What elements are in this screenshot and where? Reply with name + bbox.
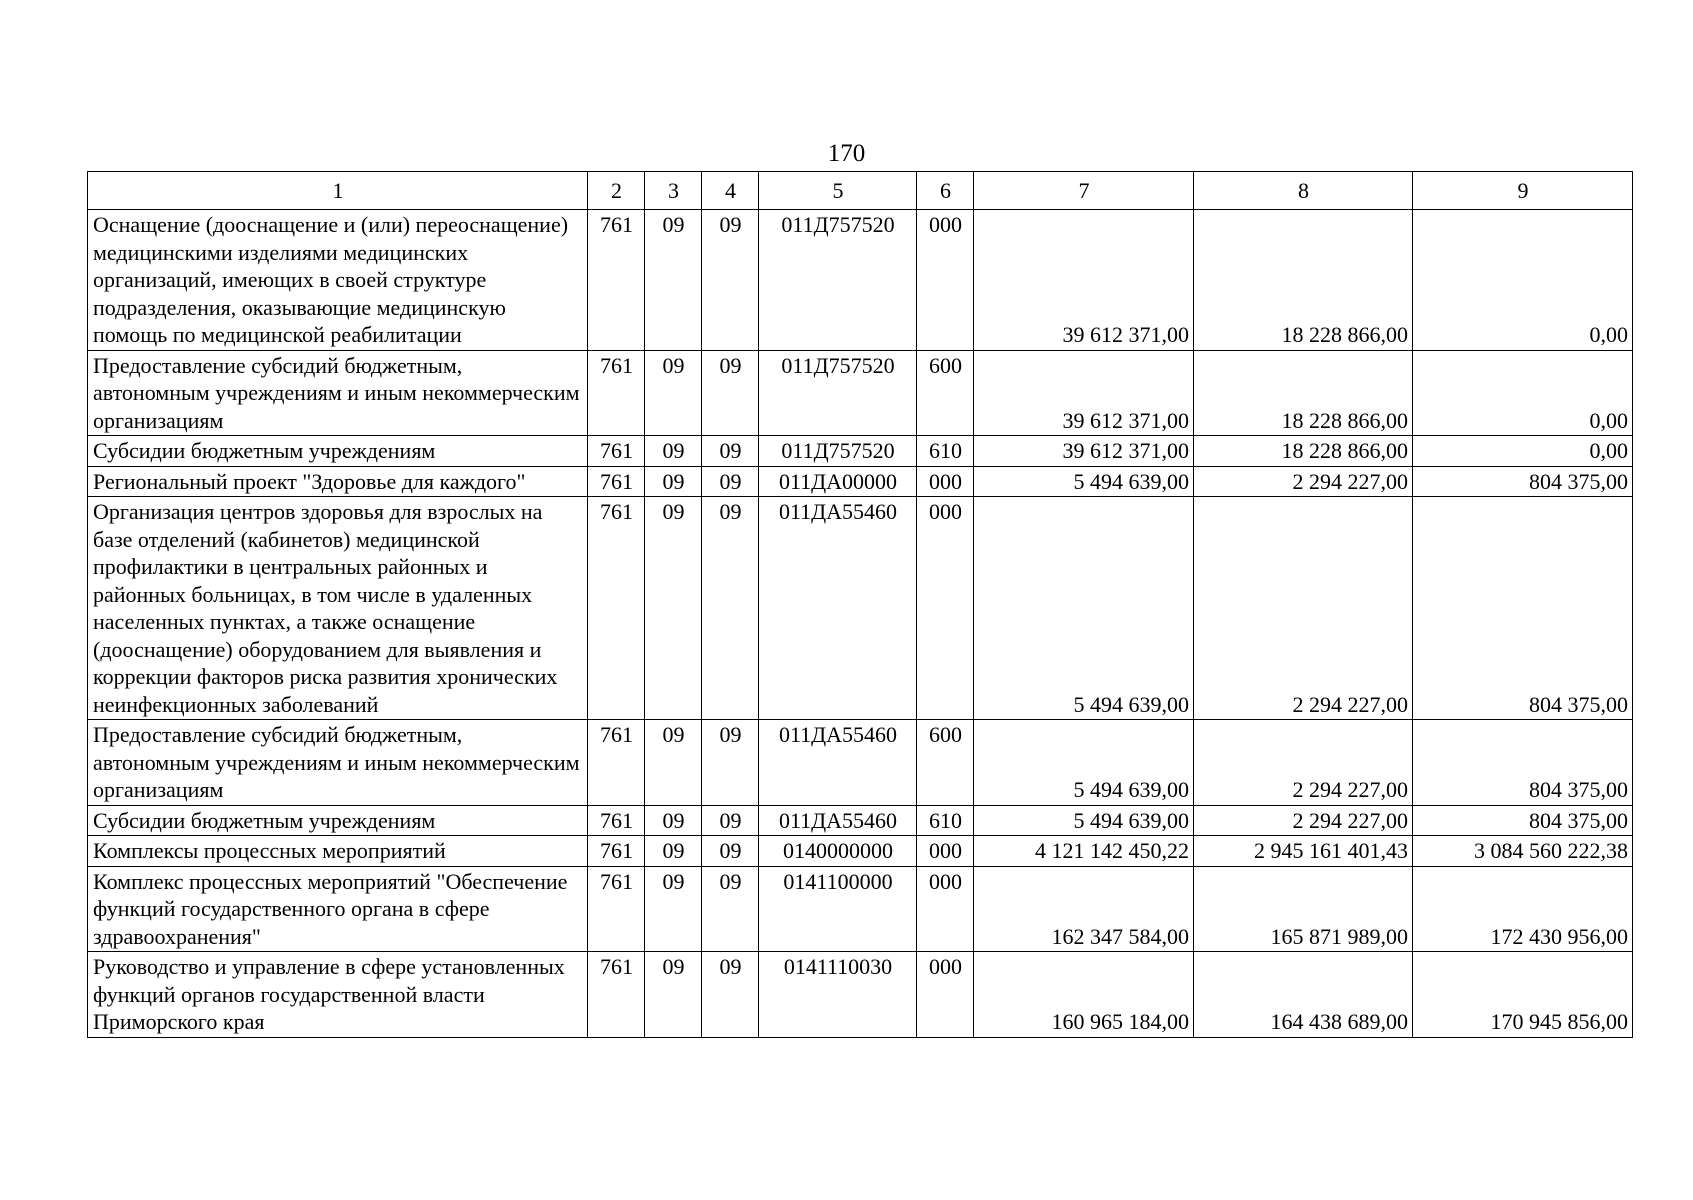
amount-cell: 2 294 227,00 xyxy=(1194,720,1413,806)
code-cell: 09 xyxy=(645,436,702,467)
amount-cell: 804 375,00 xyxy=(1413,805,1633,836)
code-cell: 011ДА55460 xyxy=(759,720,917,806)
amount-cell: 160 965 184,00 xyxy=(974,952,1194,1038)
column-header: 6 xyxy=(917,172,974,210)
code-cell: 761 xyxy=(588,805,645,836)
code-cell: 600 xyxy=(917,350,974,436)
column-header: 7 xyxy=(974,172,1194,210)
code-cell: 09 xyxy=(645,497,702,720)
amount-cell: 804 375,00 xyxy=(1413,497,1633,720)
code-cell: 09 xyxy=(645,720,702,806)
amount-cell: 39 612 371,00 xyxy=(974,436,1194,467)
code-cell: 09 xyxy=(702,720,759,806)
amount-cell: 170 945 856,00 xyxy=(1413,952,1633,1038)
code-cell: 09 xyxy=(645,805,702,836)
table-row xyxy=(88,866,1633,952)
amount-cell: 18 228 866,00 xyxy=(1194,436,1413,467)
column-header: 9 xyxy=(1413,172,1633,210)
table-row xyxy=(88,836,1633,867)
code-cell: 09 xyxy=(702,497,759,720)
table-row xyxy=(88,805,1633,836)
code-cell: 761 xyxy=(588,836,645,867)
code-cell: 09 xyxy=(702,836,759,867)
table-body xyxy=(88,210,1633,1038)
code-cell: 000 xyxy=(917,210,974,351)
row-name-cell: Предоставление субсидий бюджетным, автономным учреждениям и иным некоммерческим организациям xyxy=(88,720,588,806)
column-header: 8 xyxy=(1194,172,1413,210)
code-cell: 09 xyxy=(645,210,702,351)
amount-cell: 0,00 xyxy=(1413,210,1633,351)
table-row xyxy=(88,497,1633,720)
column-header: 1 xyxy=(88,172,588,210)
code-cell: 610 xyxy=(917,436,974,467)
amount-cell: 804 375,00 xyxy=(1413,720,1633,806)
code-cell: 011Д757520 xyxy=(759,436,917,467)
amount-cell: 2 945 161 401,43 xyxy=(1194,836,1413,867)
table-row xyxy=(88,466,1633,497)
amount-cell: 2 294 227,00 xyxy=(1194,497,1413,720)
code-cell: 09 xyxy=(702,866,759,952)
code-cell: 000 xyxy=(917,866,974,952)
table-header-row xyxy=(88,172,1633,210)
table-row xyxy=(88,210,1633,351)
code-cell: 09 xyxy=(702,436,759,467)
code-cell: 09 xyxy=(645,350,702,436)
row-name-cell: Оснащение (дооснащение и (или) переоснащение) медицинскими изделиями медицинских организаций, имеющих в своей структуре подразделения, оказывающие медицинскую помощь по медицинской реабилитации xyxy=(88,210,588,351)
row-name-cell: Региональный проект "Здоровье для каждого" xyxy=(88,466,588,497)
row-name-cell: Комплексы процессных мероприятий xyxy=(88,836,588,867)
code-cell: 011ДА00000 xyxy=(759,466,917,497)
amount-cell: 172 430 956,00 xyxy=(1413,866,1633,952)
amount-cell: 0,00 xyxy=(1413,436,1633,467)
code-cell: 09 xyxy=(702,805,759,836)
row-name-cell: Руководство и управление в сфере установленных функций органов государственной власти Приморского края xyxy=(88,952,588,1038)
amount-cell: 2 294 227,00 xyxy=(1194,466,1413,497)
amount-cell: 5 494 639,00 xyxy=(974,466,1194,497)
amount-cell: 165 871 989,00 xyxy=(1194,866,1413,952)
code-cell: 09 xyxy=(645,466,702,497)
code-cell: 09 xyxy=(645,836,702,867)
code-cell: 610 xyxy=(917,805,974,836)
code-cell: 761 xyxy=(588,720,645,806)
code-cell: 09 xyxy=(645,952,702,1038)
amount-cell: 4 121 142 450,22 xyxy=(974,836,1194,867)
amount-cell: 5 494 639,00 xyxy=(974,805,1194,836)
column-header: 4 xyxy=(702,172,759,210)
code-cell: 000 xyxy=(917,497,974,720)
amount-cell: 5 494 639,00 xyxy=(974,720,1194,806)
code-cell: 0141110030 xyxy=(759,952,917,1038)
code-cell: 09 xyxy=(702,350,759,436)
amount-cell: 804 375,00 xyxy=(1413,466,1633,497)
amount-cell: 18 228 866,00 xyxy=(1194,210,1413,351)
page-number: 170 xyxy=(827,140,866,167)
amount-cell: 18 228 866,00 xyxy=(1194,350,1413,436)
amount-cell: 3 084 560 222,38 xyxy=(1413,836,1633,867)
row-name-cell: Комплекс процессных мероприятий "Обеспечение функций государственного органа в сфере здравоохранения" xyxy=(88,866,588,952)
amount-cell: 39 612 371,00 xyxy=(974,210,1194,351)
code-cell: 000 xyxy=(917,952,974,1038)
code-cell: 0141100000 xyxy=(759,866,917,952)
code-cell: 0140000000 xyxy=(759,836,917,867)
table-row xyxy=(88,720,1633,806)
amount-cell: 0,00 xyxy=(1413,350,1633,436)
amount-cell: 39 612 371,00 xyxy=(974,350,1194,436)
code-cell: 000 xyxy=(917,466,974,497)
code-cell: 011ДА55460 xyxy=(759,805,917,836)
table-row xyxy=(88,952,1633,1038)
column-header: 2 xyxy=(588,172,645,210)
code-cell: 761 xyxy=(588,350,645,436)
row-name-cell: Организация центров здоровья для взрослых на базе отделений (кабинетов) медицинской профилактики в центральных районных и районных больницах, в том числе в удаленных населенных пунктах, а также оснащение (дооснащение) оборудованием для выявления и коррекции факторов риска развития хронических неинфекционных заболеваний xyxy=(88,497,588,720)
table-row xyxy=(88,436,1633,467)
budget-table xyxy=(87,171,1633,1038)
code-cell: 761 xyxy=(588,952,645,1038)
amount-cell: 5 494 639,00 xyxy=(974,497,1194,720)
code-cell: 09 xyxy=(702,952,759,1038)
code-cell: 011ДА55460 xyxy=(759,497,917,720)
column-header: 3 xyxy=(645,172,702,210)
code-cell: 761 xyxy=(588,466,645,497)
code-cell: 09 xyxy=(702,210,759,351)
code-cell: 761 xyxy=(588,866,645,952)
code-cell: 761 xyxy=(588,497,645,720)
row-name-cell: Предоставление субсидий бюджетным, автономным учреждениям и иным некоммерческим организациям xyxy=(88,350,588,436)
table-row xyxy=(88,350,1633,436)
amount-cell: 2 294 227,00 xyxy=(1194,805,1413,836)
code-cell: 761 xyxy=(588,436,645,467)
code-cell: 761 xyxy=(588,210,645,351)
code-cell: 600 xyxy=(917,720,974,806)
code-cell: 09 xyxy=(702,466,759,497)
code-cell: 011Д757520 xyxy=(759,210,917,351)
code-cell: 000 xyxy=(917,836,974,867)
column-header: 5 xyxy=(759,172,917,210)
amount-cell: 162 347 584,00 xyxy=(974,866,1194,952)
row-name-cell: Субсидии бюджетным учреждениям xyxy=(88,805,588,836)
row-name-cell: Субсидии бюджетным учреждениям xyxy=(88,436,588,467)
amount-cell: 164 438 689,00 xyxy=(1194,952,1413,1038)
code-cell: 011Д757520 xyxy=(759,350,917,436)
code-cell: 09 xyxy=(645,866,702,952)
